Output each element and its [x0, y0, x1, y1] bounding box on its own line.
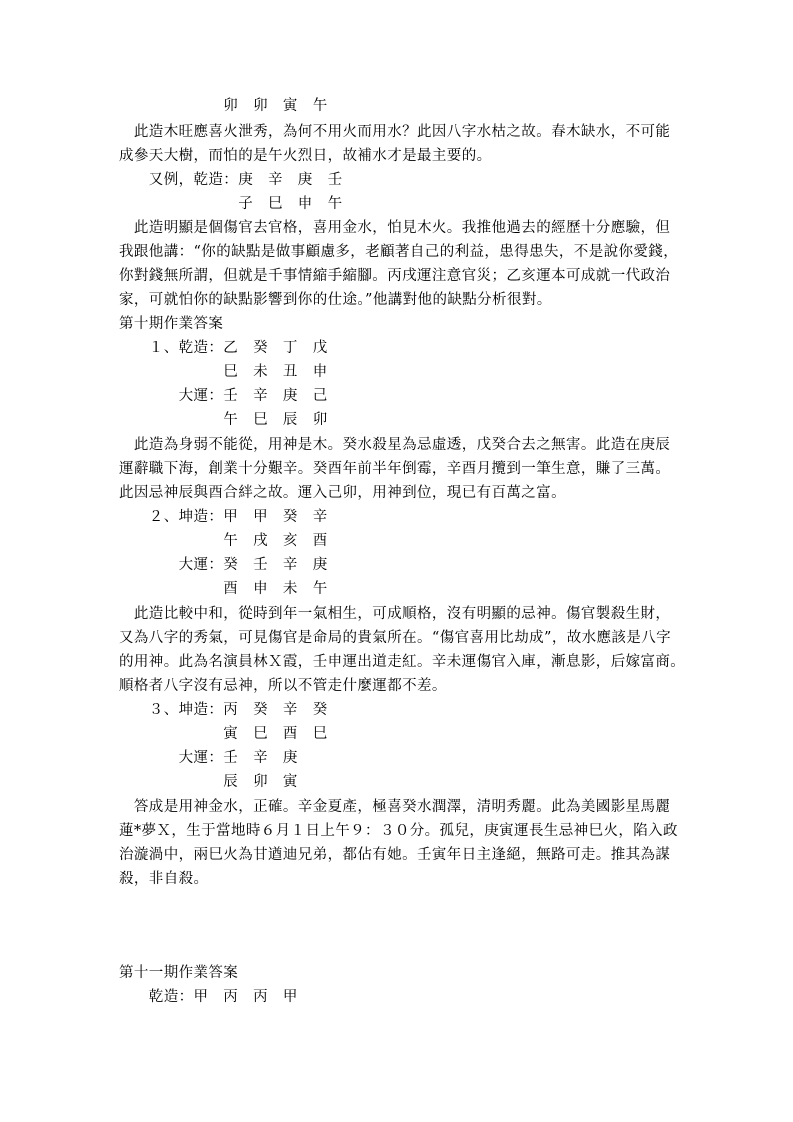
- chart-pillars: １、乾造：乙 癸 丁 戊: [119, 340, 328, 356]
- chart-luck: 大運：壬 辛 庚: [119, 750, 298, 766]
- text-line: 殺，非自殺。: [119, 871, 209, 887]
- chart-luck: 酉 申 未 午: [119, 581, 328, 597]
- chart-luck: 大運：癸 壬 辛 庚: [119, 557, 328, 573]
- text-line: 此造木旺應喜火泄秀，為何不用火而用水？此因八字水枯之故。春木缺水，不可能: [119, 124, 671, 140]
- text-line: 治漩渦中，兩巳火為甘遒迪兄弟，都佔有她。壬寅年日主逢絕，無路可走。推其為謀: [119, 847, 671, 863]
- text-line: 答成是用神金水，正確。辛金夏產，極喜癸水潤澤，清明秀麗。此為美國影星馬麗: [119, 799, 671, 815]
- text-line: 的用神。此為名演員林Ｘ霞，壬申運出道走紅。辛未運傷官入庫，漸息影，后嫁富商。: [119, 654, 686, 670]
- chart-pillars: 巳 未 丑 申: [119, 364, 328, 380]
- section-heading: 第十期作業答案: [119, 316, 224, 332]
- text-line: 成參天大樹，而怕的是午火烈日，故補水才是最主要的。: [119, 148, 492, 164]
- text-line: 此造比較中和，從時到年一氣相生，可成順格，沒有明顯的忌神。傷官製殺生財，: [119, 606, 671, 622]
- chart-pillars: 乾造：甲 丙 丙 甲: [119, 989, 298, 1005]
- text-line: 家，可就怕你的缺點影響到你的仕途。”他講對他的缺點分析很對。: [119, 292, 552, 308]
- section-heading: 第十一期作業答案: [119, 965, 239, 981]
- text-line: 卯 卯 寅 午: [119, 98, 328, 114]
- chart-pillars: 午 戌 亥 酉: [119, 533, 328, 549]
- text-line: 此造為身弱不能從，用神是木。癸水殺星為忌虛透，戊癸合去之無害。此造在庚辰: [119, 437, 671, 453]
- text-line: 蓮*夢Ｘ，生于當地時６月１日上午９：３０分。孤兒，庚寅運長生忌神巳火，陷入政: [119, 823, 678, 839]
- text-line: 子 巳 申 午: [119, 196, 343, 212]
- chart-pillars: ２、坤造：甲 甲 癸 辛: [119, 509, 328, 525]
- text-line: 又例，乾造：庚 辛 庚 壬: [119, 172, 343, 188]
- chart-pillars: ３、坤造：丙 癸 辛 癸: [119, 702, 328, 718]
- text-line: 運辭職下海，創業十分艱辛。癸酉年前半年倒霉，辛酉月攬到一筆生意，賺了三萬。: [119, 461, 671, 477]
- chart-luck: 午 巳 辰 卯: [119, 412, 328, 428]
- text-line: 我跟他講：“你的缺點是做事顧慮多，老顧著自己的利益，患得患失，不是說你愛錢，: [119, 244, 679, 260]
- chart-luck: 辰 卯 寅: [119, 774, 298, 790]
- text-line: 此造明顯是個傷官去官格，喜用金水，怕見木火。我推他過去的經歷十分應驗，但: [119, 220, 671, 236]
- text-line: 又為八字的秀氣，可見傷官是命局的貴氣所在。“傷官喜用比劫成”，故水應該是八字: [119, 630, 672, 646]
- text-line: 順格者八字沒有忌神，所以不管走什麼運都不差。: [119, 678, 447, 694]
- text-line: 此因忌神辰與酉合絆之故。運入己卯，用神到位，現已有百萬之富。: [119, 485, 566, 501]
- text-line: 你對錢無所謂，但就是千事情縮手縮腳。丙戌運注意官災；乙亥運本可成就一代政治: [119, 268, 671, 284]
- chart-luck: 大運：壬 辛 庚 己: [119, 388, 328, 404]
- chart-pillars: 寅 巳 酉 巳: [119, 726, 328, 742]
